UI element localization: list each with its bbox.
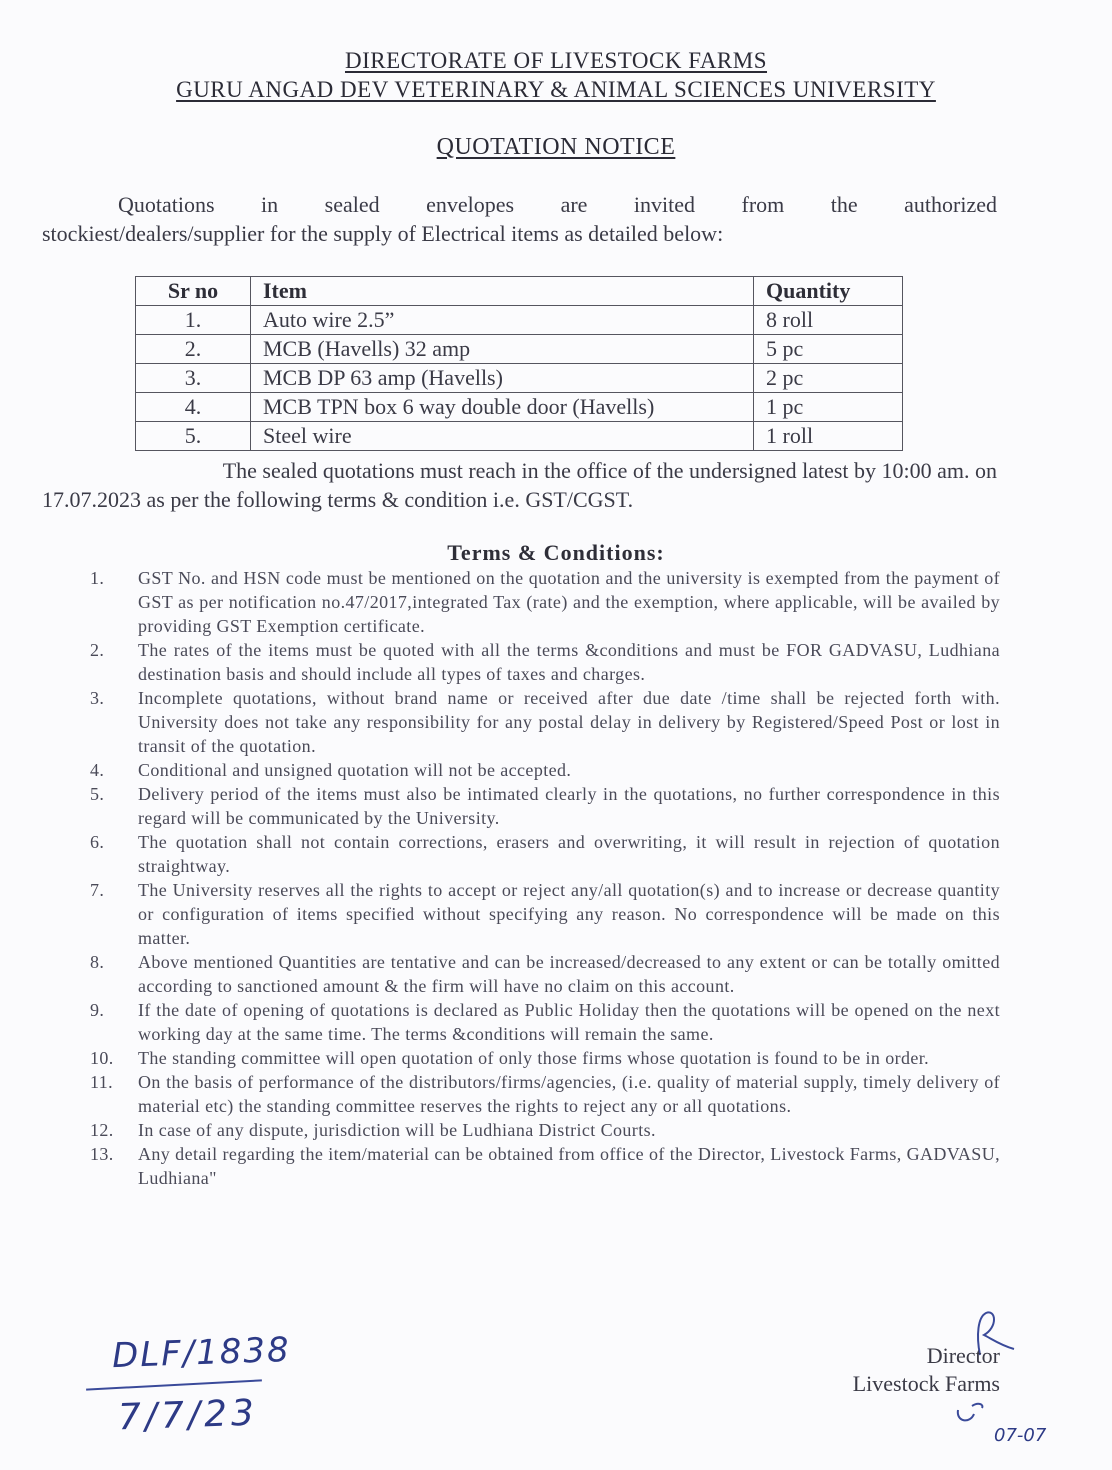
col-header-item: Item <box>251 277 754 306</box>
term-number: 6. <box>90 832 105 852</box>
list-item <box>82 950 1000 998</box>
col-header-quantity: Quantity <box>754 277 903 306</box>
sr-no-cell: 1. <box>136 306 251 335</box>
term-number: 2. <box>90 640 105 660</box>
sr-no-cell: 4. <box>136 393 251 422</box>
list-item <box>82 998 1000 1046</box>
table-row <box>136 364 903 393</box>
deadline-line-1: The sealed quotations must reach in the office of the undersigned latest by 10:00 am. on <box>222 458 997 483</box>
item-cell: MCB DP 63 amp (Havells) <box>251 364 754 393</box>
quantity-cell: 8 roll <box>754 306 903 335</box>
quantity-cell: 1 roll <box>754 422 903 451</box>
term-text: Any detail regarding the item/material can be obtained from office of the Director, Livestock Farms, GADVASU, Ludhiana" <box>138 1144 1000 1188</box>
handwritten-reference-number: DLF/1838 <box>111 1329 292 1377</box>
term-number: 7. <box>90 880 105 900</box>
item-cell: Auto wire 2.5” <box>251 306 754 335</box>
term-number: 8. <box>90 952 105 972</box>
term-number: 1. <box>90 568 105 588</box>
items-table <box>135 276 903 451</box>
handwritten-date: 7/7/23 <box>117 1392 259 1439</box>
notice-title: QUOTATION NOTICE <box>436 134 676 160</box>
list-item <box>82 830 1000 878</box>
term-number: 13. <box>90 1144 114 1164</box>
initials-scribble-icon <box>952 1398 992 1428</box>
handwritten-underline <box>86 1379 262 1390</box>
table-row <box>136 393 903 422</box>
quantity-cell: 5 pc <box>754 335 903 364</box>
sr-no-cell: 3. <box>136 364 251 393</box>
item-cell: MCB TPN box 6 way double door (Havells) <box>251 393 754 422</box>
list-item <box>82 1142 1000 1190</box>
list-item <box>82 686 1000 758</box>
term-number: 3. <box>90 688 105 708</box>
list-item <box>82 1118 1000 1142</box>
term-text: The University reserves all the rights to accept or reject any/all quotation(s) and to increase or decrease quantity or configuration of items specified without specifying any reason. No correspondence will be made on this matter. <box>138 880 1000 948</box>
term-number: 9. <box>90 1000 105 1020</box>
term-text: On the basis of performance of the distributors/firms/agencies, (i.e. quality of material supply, timely delivery of material etc) the standing committee reserves the rights to reject any or all quotations. <box>138 1072 1000 1116</box>
sr-no-cell: 5. <box>136 422 251 451</box>
term-text: Delivery period of the items must also be intimated clearly in the quotations, no further correspondence in this regard will be communicated by the University. <box>138 784 1000 828</box>
handwritten-initials-date: 07-07 <box>994 1425 1047 1446</box>
quantity-cell: 1 pc <box>754 393 903 422</box>
signatory-title: Director <box>926 1343 1000 1368</box>
item-cell: Steel wire <box>251 422 754 451</box>
list-item <box>82 1046 1000 1070</box>
list-item <box>82 782 1000 830</box>
list-item <box>82 758 1000 782</box>
intro-line-1: Quotations in sealed envelopes are invited from the authorized <box>118 192 997 217</box>
term-text: Incomplete quotations, without brand name or received after due date /time shall be rejected forth with. University does not take any responsibility for any postal delay in delivery by Registered/Speed Post or lost in transit of the quotation. <box>138 688 1000 756</box>
term-number: 4. <box>90 760 105 780</box>
table-row <box>136 422 903 451</box>
term-number: 12. <box>90 1120 114 1140</box>
list-item <box>82 1070 1000 1118</box>
term-text: The quotation shall not contain corrections, erasers and overwriting, it will result in rejection of quotation straightway. <box>138 832 1000 876</box>
list-item <box>82 638 1000 686</box>
terms-list <box>82 566 1000 1190</box>
terms-title: Terms & Conditions: <box>447 540 665 565</box>
table-row <box>136 335 903 364</box>
col-header-sr-no: Sr no <box>136 277 251 306</box>
term-text: In case of any dispute, jurisdiction will be Ludhiana District Courts. <box>138 1120 656 1140</box>
term-text: Above mentioned Quantities are tentative and can be increased/decreased to any extent or can be totally omitted according to sanctioned amount & the firm will have no claim on this account. <box>138 952 1000 996</box>
signatory-department: Livestock Farms <box>852 1371 1000 1396</box>
intro-line-2: stockiest/dealers/supplier for the supply of Electrical items as detailed below: <box>42 221 724 246</box>
term-text: The standing committee will open quotation of only those firms whose quotation is found to be in order. <box>138 1048 930 1068</box>
term-number: 11. <box>90 1072 114 1092</box>
list-item <box>82 566 1000 638</box>
deadline-line-2: 17.07.2023 as per the following terms & condition i.e. GST/CGST. <box>42 487 634 512</box>
directorate-heading: DIRECTORATE OF LIVESTOCK FARMS <box>344 48 768 73</box>
term-number: 5. <box>90 784 105 804</box>
table-header-row <box>136 277 903 306</box>
sr-no-cell: 2. <box>136 335 251 364</box>
term-text: If the date of opening of quotations is declared as Public Holiday then the quotations will be opened on the next working day at the same time. The terms &conditions will remain the same. <box>138 1000 1000 1044</box>
university-heading: GURU ANGAD DEV VETERINARY & ANIMAL SCIENCES UNIVERSITY <box>176 77 936 102</box>
item-cell: MCB (Havells) 32 amp <box>251 335 754 364</box>
term-text: Conditional and unsigned quotation will not be accepted. <box>138 760 572 780</box>
term-number: 10. <box>90 1048 114 1068</box>
term-text: The rates of the items must be quoted with all the terms &conditions and must be FOR GADVASU, Ludhiana destination basis and should include all types of taxes and charges. <box>138 640 1000 684</box>
term-text: GST No. and HSN code must be mentioned on the quotation and the university is exempted from the payment of GST as per notification no.47/2017,integrated Tax (rate) and the exemption, where applicable, will be availed by providing GST Exemption certificate. <box>138 568 1000 636</box>
list-item <box>82 878 1000 950</box>
table-row <box>136 306 903 335</box>
quantity-cell: 2 pc <box>754 364 903 393</box>
